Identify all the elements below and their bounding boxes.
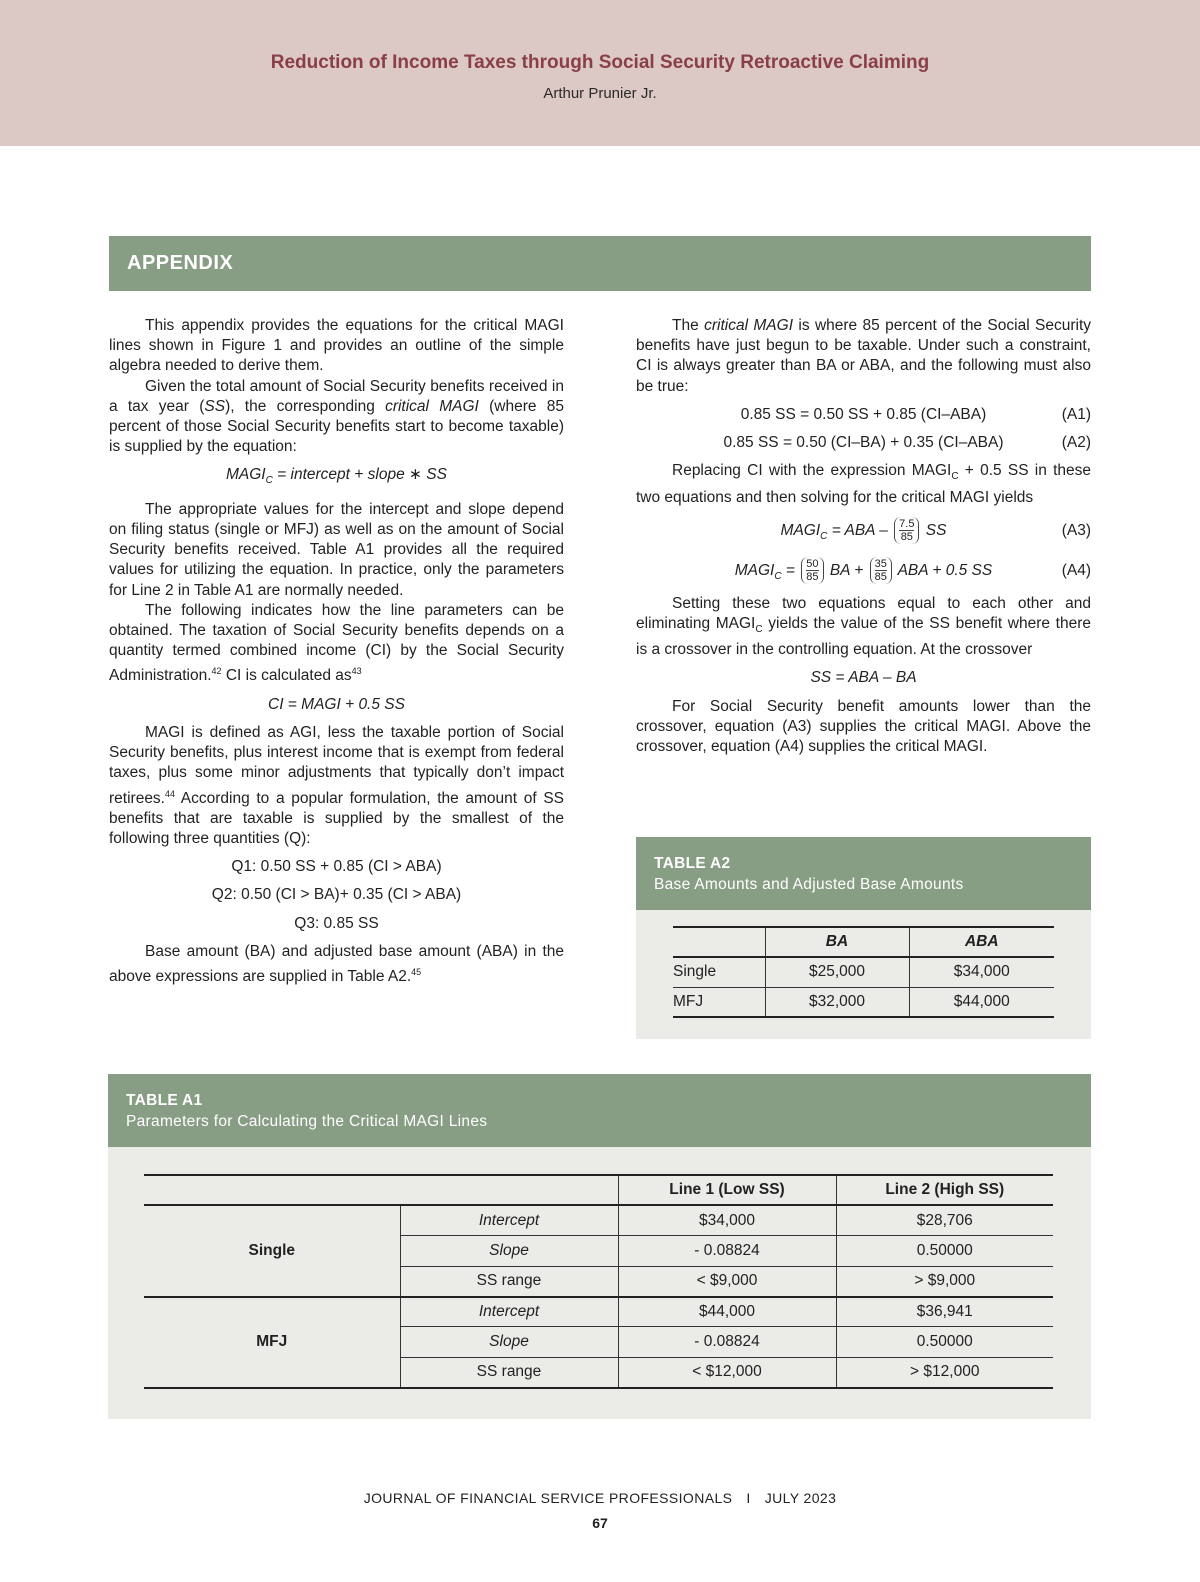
table-row: SS range < $9,000 > $9,000 <box>144 1266 1053 1296</box>
table-header-row: BA ABA <box>673 927 1054 957</box>
table-a2-panel <box>636 837 1091 1039</box>
footnote-ref: 44 <box>165 788 176 799</box>
footer-separator: I <box>746 1490 751 1506</box>
appendix-heading: APPENDIX <box>127 252 234 274</box>
equation-a4: $MAGI_C$ = $\frac{50}{85}$ BA + $\frac{35}{85}$ ABA + 0.5 SS (A4) <box>636 554 1091 588</box>
fraction: $\frac{50}{85}$ <box>801 557 823 584</box>
equation-number: (A3) <box>1061 521 1091 539</box>
table-row: SS range < $12,000 > $12,000 <box>144 1357 1053 1387</box>
table-a1-header <box>108 1074 1091 1147</box>
paragraph: Replacing CI with the expression $MAGI_C + 0.5$ SS in these two equations and then solving for the critical MAGI yields <box>636 462 1091 506</box>
article-title: Reduction of Income Taxes through Social Security Retroactive Claiming <box>270 52 930 73</box>
table-a1-subtitle: Parameters for Calculating the Critical MAGI Lines <box>126 1113 488 1130</box>
table-row: Slope - 0.08824 0.50000 <box>144 1327 1053 1357</box>
footnote-ref: 43 <box>351 666 362 677</box>
table-a2 <box>673 926 1054 1018</box>
equation-q1: Q1: 0.50 SS + 0.85 (CI > ABA) <box>231 858 442 876</box>
table-a1 <box>144 1174 1053 1389</box>
equation-main: $MAGI_C$ = intercept + slope ∗ SS <box>226 466 447 487</box>
table-a1-title: TABLE A1 <box>126 1092 203 1109</box>
fraction: $\frac{7.5}{85}$ <box>894 517 919 544</box>
table-a2-subtitle: Base Amounts and Adjusted Base Amounts <box>654 876 964 893</box>
page-number: 67 <box>592 1515 608 1531</box>
footnote-ref: 42 <box>211 666 222 677</box>
paragraph: Setting these two equations equal to each other and eliminating $MAGI_C$ yields the value of the SS benefit where there is a crossover in the controlling equation. At the crossover <box>636 594 1091 659</box>
paragraph: For Social Security benefit amounts lower than the crossover, equation (A3) supplies the critical MAGI. Above the crossover, equation (A4) supplies the critical MAGI. <box>636 697 1091 756</box>
right-column <box>636 316 1091 757</box>
equation-ci: CI = MAGI + 0.5 SS <box>268 695 405 713</box>
appendix-heading-bar <box>109 236 1091 291</box>
group-label: Single <box>144 1205 400 1296</box>
table-a2-header <box>636 837 1091 910</box>
page-footer <box>0 1490 1200 1506</box>
equation-crossover: SS = ABA – BA <box>810 669 917 687</box>
paragraph: Given the total amount of Social Security benefits received in a tax year (SS), the corresponding critical MAGI (where 85 percent of those Social Security benefits start to become taxable) is supplied by the equation: <box>109 377 565 456</box>
table-row: MFJ $32,000 $44,000 <box>673 987 1054 1017</box>
equation-q2: Q2: 0.50 (CI > BA)+ 0.35 (CI > ABA) <box>211 886 462 904</box>
table-row: MFJ Intercept $44,000 $36,941 <box>144 1297 1053 1327</box>
equation-q3: Q3: 0.85 SS <box>294 914 379 932</box>
group-label: MFJ <box>144 1297 400 1388</box>
equation-a3: $MAGI_C$ = ABA – $\frac{7.5}{85}$ SS (A3) <box>636 514 1091 548</box>
equation-a2: 0.85 SS = 0.50 (CI–BA) + 0.35 (CI–ABA) (A2) <box>636 433 1091 453</box>
equation-a1: 0.85 SS = 0.50 SS + 0.85 (CI–ABA) (A1) <box>636 405 1091 425</box>
left-column <box>109 316 564 987</box>
paragraph: This appendix provides the equations for the critical MAGI lines shown in Figure 1 and provides an outline of the simple algebra needed to derive them. <box>109 317 564 375</box>
paragraph: Base amount (BA) and adjusted base amount (ABA) in the above expressions are supplied in Table A2.45 <box>109 942 564 986</box>
table-header-row: Line 1 (Low SS) Line 2 (High SS) <box>144 1175 1053 1205</box>
equation-number: (A4) <box>1061 561 1091 579</box>
equation-number: (A2) <box>1061 434 1091 452</box>
table-row: Single $25,000 $34,000 <box>673 957 1054 987</box>
footnote-ref: 45 <box>411 967 422 978</box>
table-row: Slope - 0.08824 0.50000 <box>144 1236 1053 1266</box>
journal-name: JOURNAL OF FINANCIAL SERVICE PROFESSIONALS <box>363 1490 733 1506</box>
paragraph: MAGI is defined as AGI, less the taxable portion of Social Security benefits, plus interest income that is exempt from federal taxes, plus some minor adjustments that typically don’t impact retirees.$^{44}$ According to a popular formulation, the amount of SS benefits that are taxable is supplied by the smallest of the following three quantities (Q): <box>109 723 564 848</box>
paragraph: The following indicates how the line parameters can be obtained. The taxation of Social Security benefits depends on a quantity termed combined income (CI) by the Social Security Administration.$^{42}$ CI is calculated $as^{43}$ <box>109 601 564 685</box>
table-row: Single Intercept $34,000 $28,706 <box>144 1205 1053 1235</box>
equation-number: (A1) <box>1061 405 1091 423</box>
table-a1-panel <box>108 1074 1091 1419</box>
paragraph: The appropriate values for the intercept and slope depend on filing status (single or MFJ) as well as on the amount of Social Security benefits received. Table A1 provides all the required values for utilizing the equation. In practice, only the parameters for Line 2 in Table A1 are normally needed. <box>109 500 564 599</box>
fraction: $\frac{35}{85}$ <box>870 557 892 584</box>
article-author: Arthur Prunier Jr. <box>543 85 657 102</box>
paragraph: The critical MAGI is where 85 percent of the Social Security benefits have just begun to be taxable. Under such a constraint, CI is always greater than BA or ABA, and the following must also be true: <box>636 317 1092 395</box>
issue-date: JULY 2023 <box>764 1490 837 1506</box>
table-a2-title: TABLE A2 <box>654 855 731 872</box>
